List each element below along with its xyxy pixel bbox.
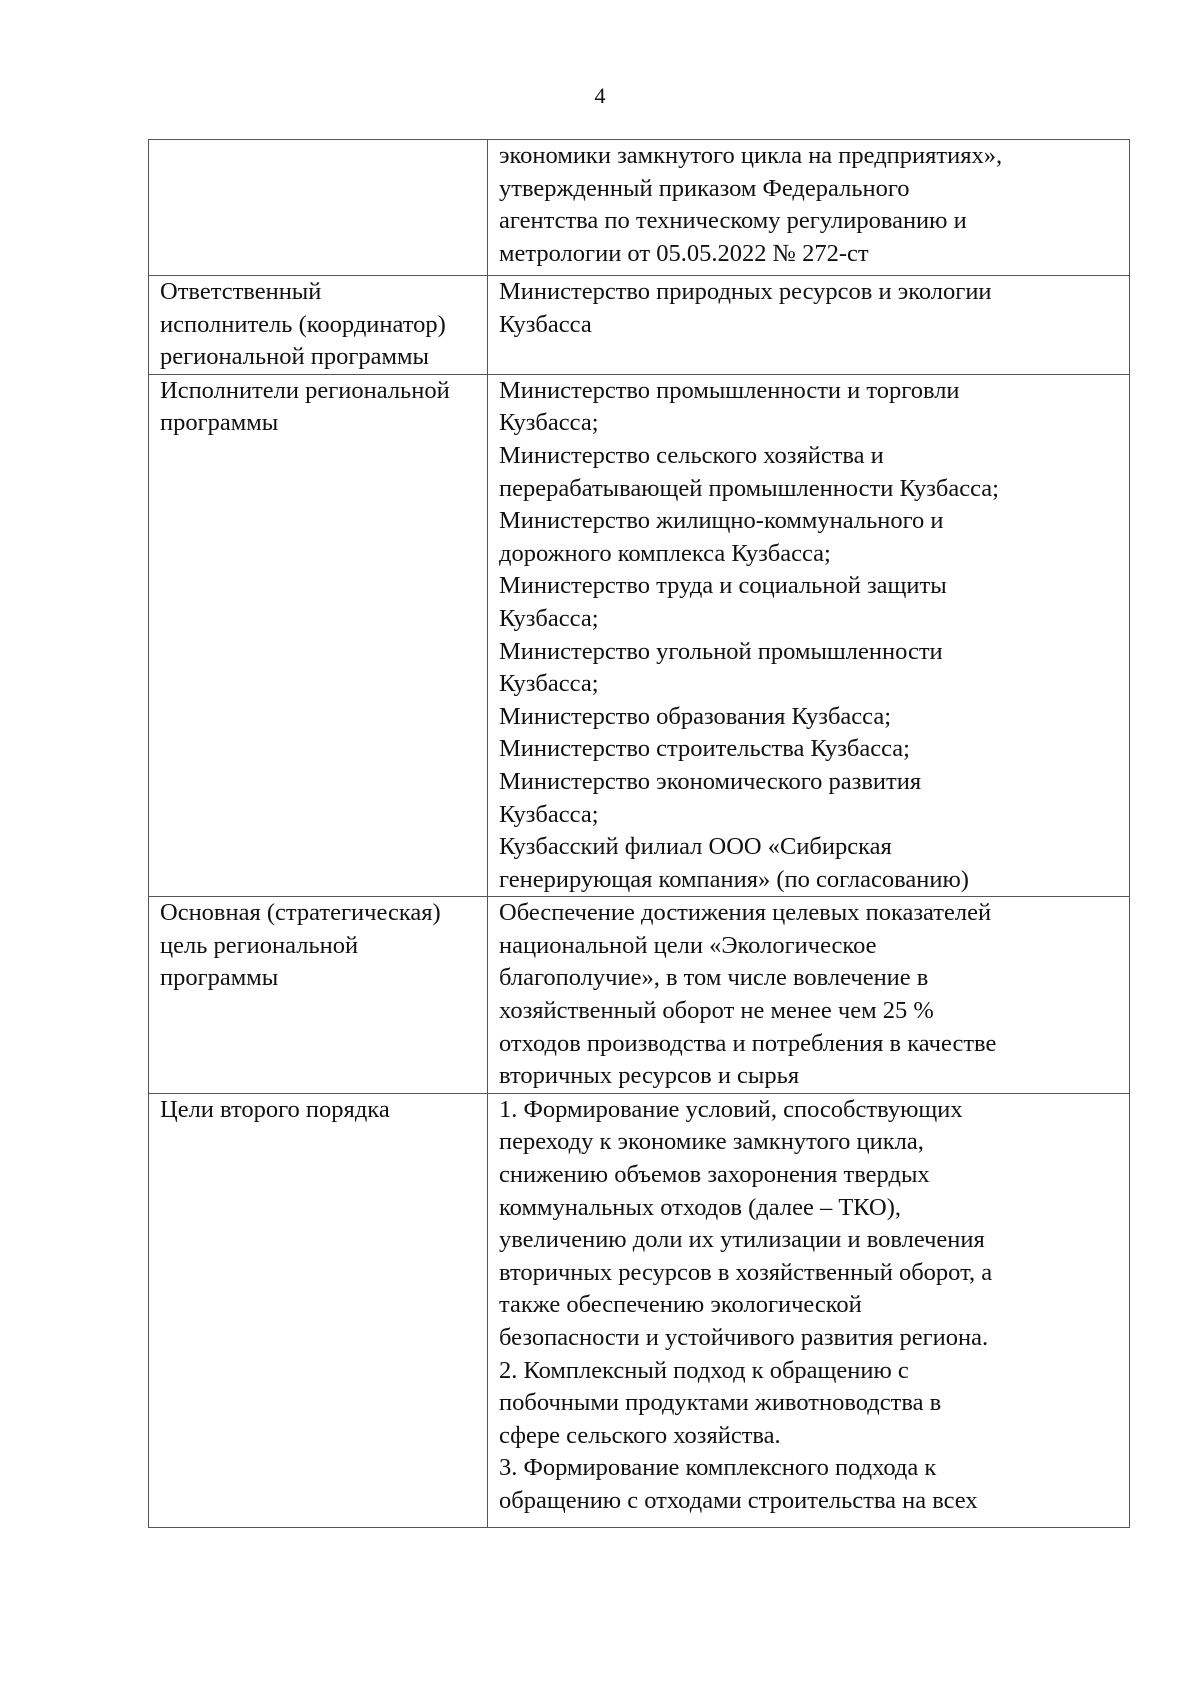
row-value-cell [488,140,1130,276]
table-row [149,140,1130,276]
row-value-line: снижению объемов захоронения твердых [499,1161,930,1189]
row-value-line: Кузбасский филиал ООО «Сибирская [499,833,892,861]
row-label-line: программы [160,964,279,992]
row-value-line: утвержденный приказом Федерального [499,174,910,202]
row-value-line: обращению с отходами строительства на всех [499,1486,978,1514]
row-value-line: 3. Формирование комплексного подхода к [499,1454,937,1482]
row-value-cell [488,1093,1130,1527]
row-value-line: Министерство труда и социальной защиты [499,572,947,600]
row-value-line: безопасности и устойчивого развития региона. [499,1324,989,1351]
row-label-line: программы [160,409,279,437]
row-label-cell [149,897,488,1094]
row-value-line: дорожного комплекса Кузбасса; [499,539,831,567]
row-label-line: исполнитель (координатор) [160,310,446,338]
row-value-line: переходу к экономике замкнутого цикла, [499,1128,924,1156]
row-value-line: Министерство экономического развития [499,767,922,795]
row-value-line: сфере сельского хозяйства. [499,1421,781,1449]
row-value-line: побочными продуктами животноводства в [499,1389,942,1417]
row-value-line: 1. Формирование условий, способствующих [499,1095,963,1123]
row-value-line: коммунальных отходов (далее – ТКО), [499,1193,902,1221]
row-value-line: агентства по техническому регулированию и [499,207,967,235]
row-value-line: Министерство природных ресурсов и экологии [499,278,992,305]
row-value-line: Министерство угольной промышленности [499,637,943,665]
row-label-line: цель региональной [160,931,359,959]
row-value-line: Министерство образования Кузбасса; [499,702,892,730]
row-value-line: Министерство строительства Кузбасса; [499,735,910,763]
row-value-line: благополучие», в том числе вовлечение в [499,964,929,992]
passport-table-body [149,140,1130,1528]
row-value-line: Министерство промышленности и торговли [499,376,960,404]
row-value-line: Министерство жилищно-коммунального и [499,507,944,535]
row-value-line: национальной цели «Экологическое [499,931,877,959]
row-value-cell [488,897,1130,1094]
row-value-line: Кузбасса; [499,800,599,828]
row-value-line: увеличению доли их утилизации и вовлечения [499,1226,985,1254]
row-value-line: вторичных ресурсов и сырья [499,1062,800,1090]
row-value-line: метрологии от 05.05.2022 № 272-ст [499,239,869,267]
row-value-line: генерирующая компания» (по согласованию) [499,865,969,893]
row-label-line: региональной программы [160,343,429,371]
row-label-line: Основная (стратегическая) [160,899,441,927]
row-value-line: Кузбасса; [499,670,599,698]
row-value-line: вторичных ресурсов в хозяйственный оборот, а [499,1258,993,1286]
row-value-line: Министерство сельского хозяйства и [499,441,884,469]
row-label-line: Ответственный [160,278,322,305]
table-row [149,897,1130,1094]
row-label-cell [149,374,488,897]
page-number: 4 [594,83,606,108]
table-row [149,374,1130,897]
row-value-cell [488,276,1130,375]
table-row [149,1093,1130,1527]
row-value-line: отходов производства и потребления в качестве [499,1029,997,1057]
row-label-cell [149,276,488,375]
row-value-line: перерабатывающей промышленности Кузбасса; [499,474,999,502]
row-label-cell [149,140,488,276]
row-value-line: экономики замкнутого цикла на предприятиях», [499,142,1003,169]
row-label-cell [149,1093,488,1527]
row-label-line: Цели второго порядка [160,1095,390,1123]
table-row [149,276,1130,375]
passport-table [148,139,1130,1528]
row-value-line: Обеспечение достижения целевых показателей [499,899,992,927]
row-label-line: Исполнители региональной [160,376,450,404]
row-value-line: также обеспечению экологической [499,1291,862,1319]
row-value-line: Кузбасса; [499,409,599,437]
row-value-cell [488,374,1130,897]
row-value-line: хозяйственный оборот не менее чем 25 % [499,997,934,1025]
row-value-line: 2. Комплексный подход к обращению с [499,1356,909,1384]
row-value-line: Кузбасса; [499,604,599,632]
row-value-line: Кузбасса [499,310,592,338]
